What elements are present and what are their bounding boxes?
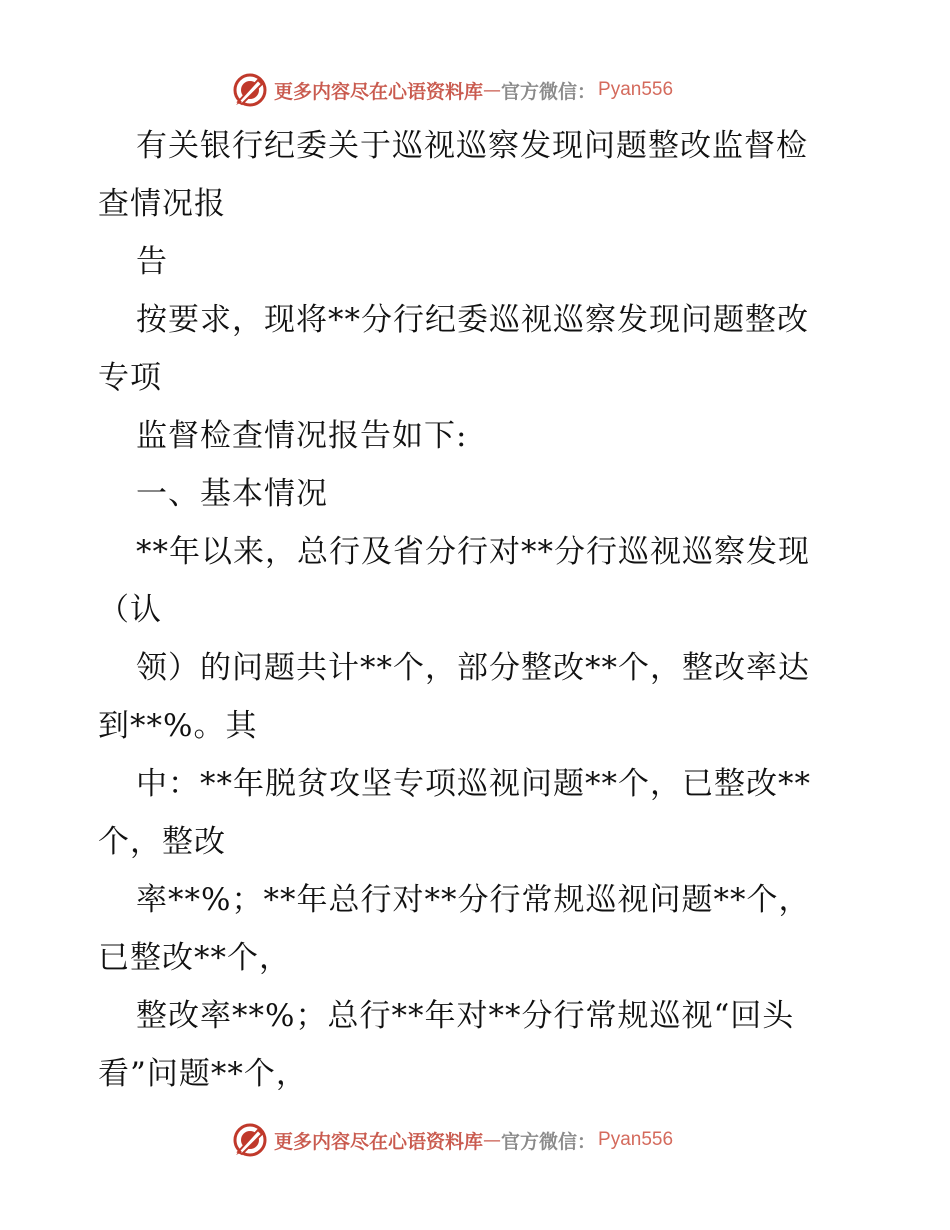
doc-line: 看”问题**个， bbox=[98, 1056, 308, 1092]
watermark-wechat-id: Pyan556 bbox=[598, 1129, 674, 1150]
doc-line: 整改率**%；总行**年对**分行常规巡视“回头 bbox=[136, 998, 795, 1034]
watermark-library-text: 更多内容尽在心语资料库 bbox=[274, 1130, 484, 1153]
watermark-banner-bottom bbox=[0, 1120, 950, 1160]
watermark-dash: — bbox=[483, 79, 502, 101]
watermark-wechat-label: 官方微信： bbox=[501, 1130, 597, 1153]
doc-line: （认 bbox=[98, 592, 162, 628]
doc-line: 查情况报 bbox=[98, 186, 226, 222]
watermark-content bbox=[232, 1120, 673, 1160]
pen-logo-icon bbox=[232, 72, 268, 108]
doc-line: 已整改**个， bbox=[98, 940, 291, 976]
watermark-banner-top bbox=[0, 70, 950, 110]
watermark-content bbox=[232, 70, 673, 110]
doc-line: **年以来，总行及省分行对**分行巡视巡察发现 bbox=[136, 534, 810, 570]
doc-line: 领）的问题共计**个，部分整改**个，整改率达 bbox=[136, 650, 810, 686]
watermark-library-text: 更多内容尽在心语资料库 bbox=[274, 80, 484, 103]
doc-line: 告 bbox=[136, 244, 168, 280]
doc-section-heading: 一、基本情况 bbox=[136, 476, 328, 512]
watermark-dash: — bbox=[483, 1129, 502, 1151]
doc-line: 有关银行纪委关于巡视巡察发现问题整改监督检 bbox=[136, 128, 808, 164]
doc-line: 率**%；**年总行对**分行常规巡视问题**个， bbox=[136, 882, 811, 918]
doc-line: 专项 bbox=[98, 360, 162, 396]
doc-line: 中：**年脱贫攻坚专项巡视问题**个，已整改** bbox=[136, 766, 811, 802]
watermark-wechat-id: Pyan556 bbox=[598, 79, 674, 100]
doc-line: 个，整改 bbox=[98, 824, 226, 860]
doc-line: 按要求，现将**分行纪委巡视巡察发现问题整改 bbox=[136, 302, 809, 338]
doc-line: 监督检查情况报告如下: bbox=[136, 418, 468, 454]
pen-logo-icon bbox=[232, 1122, 268, 1158]
doc-line: 到**%。其 bbox=[98, 708, 258, 744]
watermark-wechat-label: 官方微信： bbox=[501, 80, 597, 103]
